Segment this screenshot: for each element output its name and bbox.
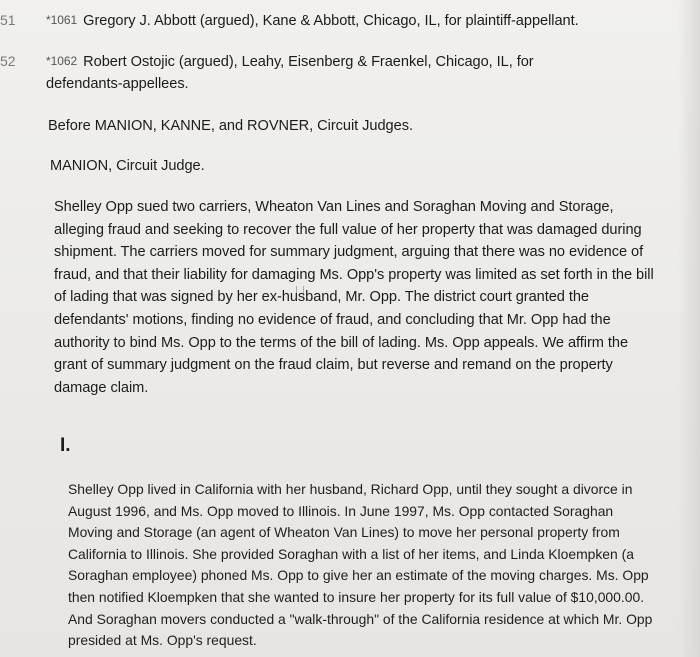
page-marker-1061: *1061 (46, 13, 78, 27)
screen-edge-shade (678, 0, 700, 657)
section-paragraph: Shelley Opp lived in California with her husband, Richard Opp, until they sought a divorce in August 1996, and Ms. Opp moved to Illinois. In June 1997, Ms. Opp contacted Soraghan Moving and Storage (an agent of Wheaton Van Lines) to move her personal property from California to Illinois. She provided Soraghan with a list of her items, and Linda Kloempken (a Soraghan employee) phoned Ms. Opp to give her an estimate of the moving charges. Ms. Opp then notified Kloempken that she wanted to insure her property for its full value of $10,000.00. And Soraghan movers conducted a "walk-through" of the California residence at which Mr. Opp presided at Ms. Opp's request. (68, 481, 653, 649)
counsel-plaintiff (46, 10, 686, 33)
counsel-plaintiff-text: Gregory J. Abbott (argued), Kane & Abbott, Chicago, IL, for plaintiff-appellant. (83, 13, 579, 29)
opinion-author: MANION, Circuit Judge. (50, 158, 205, 174)
section-heading: I. (60, 435, 71, 456)
line-number-51: 51 (0, 12, 16, 28)
intro-paragraph: Shelley Opp sued two carriers, Wheaton Van Lines and Soraghan Moving and Storage, alleging fraud and seeking to recover the full value of her property that was damaged during shipment. The carriers moved for summary judgment, arguing that there was no evidence of fraud, and that their liability for damaging Ms. Opp's property was limited as set forth in the bill of lading that was signed by her ex-husband, Mr. Opp. The district court granted the defendants' motions, finding no evidence of fraud, and concluding that Mr. Opp had the authority to bind Ms. Opp to the terms of the bill of lading. Ms. Opp appeals. We affirm the grant of summary judgment on the fraud claim, but reverse and remand on the property damage claim. (54, 199, 654, 396)
counsel-defendants-text: Robert Ostojic (argued), Leahy, Eisenberg & Fraenkel, Chicago, IL, for defendants-appellees. (46, 54, 534, 92)
counsel-defendants (46, 51, 606, 95)
bench-panel: Before MANION, KANNE, and ROVNER, Circuit Judges. (48, 118, 413, 134)
page-marker-1062: *1062 (46, 54, 78, 68)
line-number-52: 52 (0, 53, 16, 69)
